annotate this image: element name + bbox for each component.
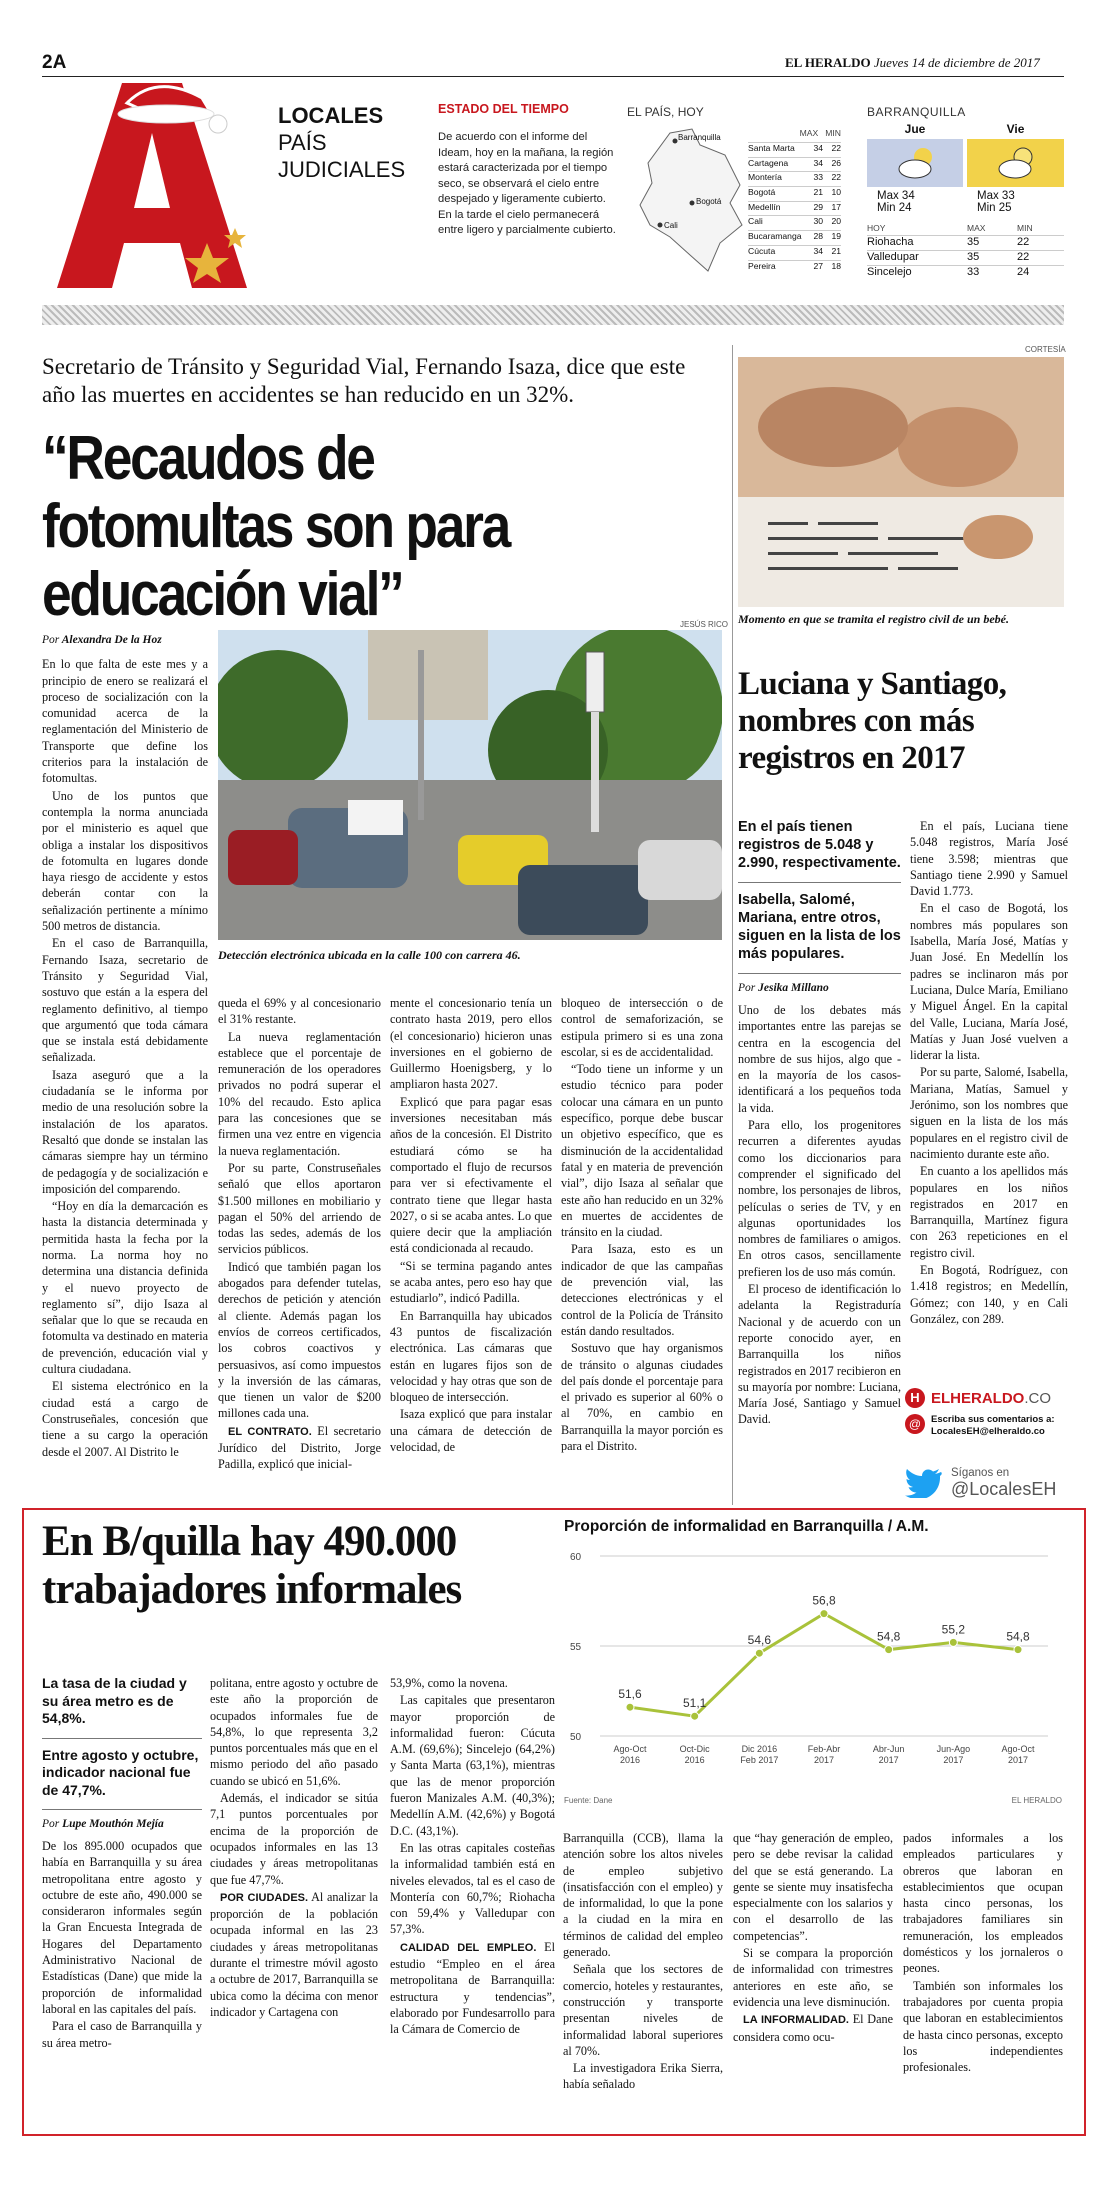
x-tick-label: 2016 (684, 1755, 705, 1765)
map-label-bogota: Bogotá (696, 197, 722, 206)
data-label: 54,8 (876, 1629, 901, 1644)
article2-column-1: En el país tienen registros de 5.048 y 2.990, respectivamente. Isabella, Salomé, Mariana, entre otros, siguen en la lista de los más populares. Por Jesika Millano Uno de los debates más importantes entre las parejas se centra en la escogencia del nombre de sus hijos, algo que -en la mayoría de los casos- identificará a los pequeños toda la vida. Para ello, los progenitores recurren a diferentes ayudas como los diccionarios para comprender el significado del nombre, los personajes de libros, películas o series de TV, y en algunas oportunidades los nombres de familiares o amigos. En otros casos, sencillamente prefieren los de uso más común. El proceso de identificación lo adelanta la Registraduría Nacional y de acuerdo con un reporte conocido ayer, en Barranquilla los niños registrados en 2017 recibieron en su mayoría por nombre: Luciana, María José, Santiago y Samuel David. (738, 819, 901, 1427)
data-point (691, 1712, 699, 1720)
day-max: Max 33 (977, 190, 1015, 202)
article3-headline: En B/quilla hay 490.000 trabajadores informales (42, 1518, 462, 1613)
data-point (949, 1638, 957, 1646)
weather-text: De acuerdo con el informe del Ideam, hoy en la mañana, la región estará caracterizada por el tiempo seco, se observará el cielo entre despejado y ligeramente cubierto. En la tarde el cielo permanecerá entre ligero y parcialmente cubierto. (438, 131, 616, 236)
article1-column-1: Por Alexandra De la Hoz En lo que falta de este mes y a principio de enero se realizará el proceso de socialización con la comunidad acerca de la reglamentación del Ministerio de Transporte que define los criterios para la instalación de fotomultas. Uno de los puntos que contempla la norma anunciada por el ministerio es aquel que obliga a instalar los dispositivos de fotomulta en lugares donde haya riesgo de accidente y estos deberán contar con la señalización pertinente a mínimo 500 metros de distancia. En el caso de Barranquilla, Fernando Isaza, secretario de Tránsito y Seguridad Vial, sostuvo que están a la espera del reglamento definitivo, al tiempo que argumentó que toda cámara que se instala está debidamente señalizada. Isaza aseguró que a la ciudadanía se le informa por medio de una resolución sobre la instalación de los aparatos. Resaltó que donde se instalan las cámaras siempre hay un término de pedagogía y de socialización e imposición del comparendo. “Hoy en día la demarcación es hasta la distancia determinada y permitida hasta la fecha por la norma. La norma hoy no determina una distancia definida y el nuevo proyecto de reglamento sí”, dijo Isaza al señalar que lo que se recauda en fotomulta va destinado en materia de prevención, educación vial y cultura ciudadana. El sistema electrónico en la ciudad está a cargo de Construseñales, concesión que tiene a su cargo la operación desde el 2007. Al Distrito le (42, 634, 208, 1459)
day-label: Jue (904, 122, 926, 136)
section-letter-logo (42, 78, 262, 293)
day-min: Min 25 (977, 202, 1012, 214)
data-label: 51,6 (618, 1687, 642, 1702)
article1-author: Alexandra De la Hoz (61, 634, 162, 646)
article2-byline: Por Jesika Millano (738, 982, 829, 994)
town-row: Riohacha 35 22 (867, 235, 1064, 250)
promo-box (905, 1388, 1068, 1438)
city-row: Cúcuta 34 21 (748, 245, 841, 260)
chart-source: Fuente: Dane (564, 1796, 613, 1805)
x-tick-label: Ago-Oct (1001, 1744, 1035, 1754)
section-locales: LOCALES (278, 103, 384, 128)
col-max-label: MAX (799, 128, 819, 138)
data-label: 54,6 (747, 1633, 772, 1648)
article1-column-4: bloqueo de intersección o de control de semaforización, se estipula primero si es una zona escolar, si es de accidentalidad. “Todo tiene un informe y un estudio técnico para poder colocar una cámara en un punto específico, porque debe buscar un objetivo específico, que es disminución de la accidentalidad fatal y en materia de prevención vial”, dijo Isaza al señalar que este año han reducido en un 32% en muertes de accidentes de tránsito en la ciudad. Para Isaza, esto es un indicador de que las campañas de prevención vial, las detecciones electrónicas y el control de la Policía de Tránsito están dando resultados. Sostuvo que hay organismos de tránsito o algunas ciudades del país donde el porcentaje para el privado es superior al 60% o al 70%, en cambio en Barranquilla la mayor porción es para el Distrito. (561, 996, 723, 1454)
article3-column-2: politana, entre agosto y octubre de este año la proporción de ocupados informales fue de 54,8%, lo que representa 3,2 puntos porcentuales más que en el mismo periodo del año pasado cuando se ubicó en 51,6%. Además, el indicador se sitúa 7,1 puntos porcentuales por encima de la proporción de ocupados informales en las 13 ciudades y áreas metropolitanas que fue 47,7%. POR CIUDADES. Al analizar la proporción de la población ocupada informal en las 23 ciudades y áreas metropolitanas durante el trimestre móvil agosto a octubre de 2017, Barranquilla se ubica como la décima con menor indicador y Cartagena con (210, 1676, 379, 2019)
page-number: 2A (42, 52, 67, 73)
article3-column-5: que “hay generación de empleo, pero se debe revisar la calidad del que se está generando. La gente se siente muy insatisfecha especialmente con los salarios y con el desarrollo de las competencias”. Si se compara la proporción de informalidad con trimestres anteriores en este año, se evidencia una leve disminución. LA INFORMALIDAD. El Dane considera como ocu- (733, 1831, 893, 2044)
partly-cloudy-icon (995, 145, 1039, 181)
colombia-map (630, 125, 750, 275)
country-title: EL PAÍS, HOY (627, 105, 704, 119)
chart-title: Proporción de informalidad en Barranquilla / A.M. (564, 1518, 929, 1535)
cities-table (748, 128, 841, 274)
x-tick-label: Dic 2016 (741, 1744, 778, 1754)
article1-kicker: Secretario de Tránsito y Seguridad Vial, Fernando Isaza, dice que este año las muertes en accidentes se han reducido en un 32%. (42, 354, 686, 407)
data-point (626, 1703, 634, 1711)
section-judiciales: JUDICIALES (278, 157, 406, 182)
x-tick-label: 2017 (813, 1755, 835, 1765)
article1-column-3: mente el concesionario tenía un contrato hasta 2019, pero ellos (el concesionario) hicieron unas inversiones en el gobierno de Guillermo Hoenigsberg, y lo ampliaron hasta 2027. Explicó que para pagar esas inversiones necesitaban más años de la concesión. El Distrito estudiará cómo se ha comportado el flujo de recursos para ver si efectivamente el contrato tiene que llegar hasta 2027, o si se acaba antes. Lo que quiere decir que la ampliación está condicionada al recaudo. “Si se termina pagando antes se acaba antes, pero eso hay que estudiarlo”, indicó Padilla. En Barranquilla hay ubicados 43 puntos de fiscalización electrónica. Las cámaras que están en lugares fijos son de velocidad y hay otras que son de bloqueo de intersección. Isaza explicó que para instalar una cámara de detección de velocidad, de (390, 996, 552, 1455)
city-row: Montería 33 22 (748, 171, 841, 186)
x-tick-label: Ago-Oct (613, 1744, 647, 1754)
section-list (278, 102, 405, 183)
article2-column-2: En el país, Luciana tiene 5.048 registros, María José tiene 3.598; mientras que Santiago tiene 2.990 y Samuel David 1.773. En el caso de Bogotá, los nombres más populares son Isabella, María José, Matías y Juan José. En Medellín los padres se inclinaron más por Luciana, Dulce María, Emiliano y Miguel Ángel. En la capital del Valle, Luciana, María José, Matías y Juan José vuelven a liderar la lista. Por su parte, Salomé, Isabella, Mariana, Matías, Samuel y Jerónimo, son los nombres que siguen en la lista de los más populares en el registro civil de nacimiento durante este año. En cuanto a los apellidos más populares en los niños registrados en 2017 en Barranquilla, Martínez figura con 263 repeticiones en el registro civil. En Bogotá, Rodríguez, con 1.418 registros; en Medellín, Gómez; con 140, y en Cali González, con 289. (910, 819, 1068, 1326)
y-tick-label: 50 (570, 1732, 582, 1743)
data-label: 51,1 (682, 1696, 707, 1711)
weather-title: ESTADO DEL TIEMPO (438, 102, 569, 116)
article1-column-2: queda el 69% y al concesionario el 31% restante. La nueva reglamentación establece que el porcentaje de remuneración de los operadores privados no podrá superar el 10% del recaudo. Esto aplica para las concesiones que se firmen una vez entre en vigencia la nueva reglamentación. Por su parte, Construseñales señaló que ellos aportaron $1.500 millones en mobiliario y pagan el 50% del arriendo de todas las sedes, además de los servicios públicos. Indicó que también pagan los abogados para defender tutelas, derechos de petición y atención al cliente. Además pagan los envíos de correos certificados, los cobros coactivos y persuasivos, así como impuestos y la inversión de las cámaras, que tienen un valor de $200 millones cada una. EL CONTRATO. El secretario Jurídico del Distrito, Jorge Padilla, explicó que inicial- (218, 996, 382, 1472)
weather-box (967, 139, 1064, 187)
x-tick-label: Feb-Abr (807, 1744, 841, 1754)
traffic-camera-photo (218, 630, 722, 940)
data-point (755, 1649, 763, 1657)
day-label: Vie (1006, 122, 1025, 136)
article3-column-4: Barranquilla (CCB), llama la atención sobre los altos niveles de empleo subjetivo (insatisfacción con el empleo) y de informalidad, lo que la pone a la ciudad en la mira en términos de calidad del empleo generado. Señala que los sectores de comercio, hoteles y restaurantes, construcción y transporte presentan niveles de informalidad laboral superiores al 70%. La investigadora Erika Sierra, había señalado (563, 1831, 723, 2092)
follow-text: Síganos en (951, 1467, 1010, 1479)
article2-sub2: Isabella, Salomé, Mariana, entre otros, siguen en la lista de los más populares. (738, 892, 901, 962)
subhead-ciudades: POR CIUDADES. (220, 1891, 309, 1904)
data-point (820, 1610, 828, 1618)
article2-author: Jesika Millano (758, 982, 829, 994)
city-row: Cali 30 20 (748, 215, 841, 230)
subhead-informalidad: LA INFORMALIDAD. (743, 2014, 849, 2027)
town-row: Sincelejo 33 24 (867, 265, 1064, 280)
col-max-label: MAX (967, 223, 986, 233)
article1-headline: “Recaudos de fotomultas son para educación vial” (42, 424, 510, 629)
section-pais: PAÍS (278, 130, 327, 155)
subhead-contrato: EL CONTRATO. (228, 1425, 312, 1438)
x-tick-label: 2017 (1007, 1755, 1029, 1765)
x-tick-label: Jun-Ago (936, 1744, 971, 1754)
y-tick-label: 55 (570, 1642, 582, 1653)
subhead-calidad: CALIDAD DEL EMPLEO. (400, 1941, 537, 1954)
article2-headline: Luciana y Santiago, nombres con más registros en 2017 (738, 666, 1007, 776)
data-label: 55,2 (941, 1622, 966, 1637)
twitter-handle: @LocalesEH (951, 1479, 1057, 1499)
article3-author: Lupe Mouthón Mejía (62, 1818, 164, 1830)
town-row: Valledupar 35 22 (867, 250, 1064, 265)
newspaper-name: EL HERALDO (785, 55, 871, 70)
x-tick-label: 2017 (878, 1755, 899, 1765)
col-min-label: MIN (825, 128, 841, 138)
forecast-day-2 (967, 122, 1064, 214)
heraldo-logo-icon: H (905, 1388, 925, 1408)
decorative-band (42, 305, 1064, 325)
article3-sub2: Entre agosto y octubre, indicador nacional fue de 47,7%. (42, 1746, 199, 1798)
col-min-label: MIN (1017, 223, 1033, 233)
camera-photo-credit: JESÚS RICO (680, 620, 729, 629)
weather-box (867, 139, 963, 187)
city-row: Bogotá 21 10 (748, 186, 841, 201)
article3-column-3: 53,9%, como la novena. Las capitales que presentaron mayor proporción de informalidad fueron: Cúcuta A.M. (69,6%); Sincelejo (64,2%) y Santa Marta (63,1%), mientras que las de menor proporción fueron Manizales A.M. (40,3%); Medellín A.M. (42,6%) y Bogotá D.C. (43,1%). En las otras capitales costeñas la informalidad también está en niveles elevados, tal es el caso de Montería con 60,7%; Riohacha con 59,4% y Valledupar con 57,3%. CALIDAD DEL EMPLEO. El estudio “Empleo en el área metropolitana de Barranquilla: estructura y tendencias”, elaborado por Fundesarrollo para la Cámara de Comercio de (390, 1676, 555, 2037)
baby-photo-credit: CORTESÍA (1025, 345, 1066, 354)
informality-chart (560, 1518, 1068, 1808)
partly-cloudy-icon (895, 145, 939, 181)
city-title: BARRANQUILLA (867, 105, 966, 119)
city-row: Cartagena 34 26 (748, 157, 841, 172)
forecast-day-1 (867, 122, 963, 214)
day-min: Min 24 (877, 202, 912, 214)
x-tick-label: 2017 (943, 1755, 964, 1765)
map-label-cali: Cali (664, 221, 678, 230)
at-sign-icon: @ (905, 1414, 925, 1434)
baby-caption: Momento en que se tramita el registro civil de un bebé. (738, 612, 1009, 626)
baby-registration-photo (738, 357, 1064, 607)
city-row: Santa Marta 34 22 (748, 142, 841, 157)
city-row: Pereira 27 18 (748, 260, 841, 275)
article2-sub1: En el país tienen registros de 5.048 y 2.990, respectivamente. (738, 819, 901, 871)
masthead-date (785, 55, 1040, 71)
comments-text: Escriba sus comentarios a: (931, 1414, 1055, 1425)
article3-column-1: La tasa de la ciudad y su área metro es de 54,8%. Entre agosto y octubre, indicador nacional fue de 47,7%. Por Lupe Mouthón Mejía De los 895.000 ocupados que había en Barranquilla y su área metropolitana entre agosto y octubre de este año, 490.000 se consideraron informales según la Gran Encuesta Integrada de Hogares del Departamento Administrativo Nacional de Estadísticas (Dane) que mide la proporción de informalidad laboral en las capitales del país. Para el caso de Barranquilla y su área metro- (42, 1675, 202, 2050)
y-tick-label: 60 (570, 1552, 582, 1563)
x-tick-label: Oct-Dic (679, 1744, 710, 1754)
line-chart-svg (560, 1536, 1068, 1811)
article3-byline: Por Lupe Mouthón Mejía (42, 1818, 164, 1830)
camera-caption: Detección electrónica ubicada en la calle 100 con carrera 46. (218, 948, 521, 962)
article3-sub1: La tasa de la ciudad y su área metro es de 54,8%. (42, 1675, 187, 1726)
article3-column-6: pados informales a los empleados particulares y obreros que laboran en establecimientos que ocupan hasta cinco personas, los trabajadores familiares sin remuneración, los empleados domésticos y los jornaleros o peones. También son informales los trabajadores por cuenta propia que laboran en establecimientos de hasta cinco personas, excepto los independientes profesionales. (903, 1831, 1063, 2075)
today-label: HOY (867, 223, 886, 233)
column-separator (732, 345, 733, 1505)
header-rule (42, 76, 1064, 77)
x-tick-label: Abr-Jun (872, 1744, 905, 1754)
towns-table (867, 223, 1064, 280)
comments-email[interactable]: LocalesEH@elheraldo.co (931, 1426, 1045, 1437)
twitter-bird-icon (905, 1468, 943, 1498)
city-row: Medellín 29 17 (748, 201, 841, 216)
article1-byline: Por Alexandra De la Hoz (42, 634, 162, 646)
x-tick-label: 2016 (619, 1755, 641, 1765)
date-text: Jueves 14 de diciembre de 2017 (873, 55, 1040, 70)
data-point (1014, 1646, 1022, 1654)
website-logo[interactable]: ELHERALDO.CO (931, 1389, 1052, 1407)
x-tick-label: Feb 2017 (740, 1755, 779, 1765)
data-point (885, 1646, 893, 1654)
data-label: 54,8 (1006, 1629, 1030, 1644)
map-label-barranquilla: Barranquilla (678, 133, 721, 142)
data-label: 56,8 (812, 1593, 836, 1608)
city-row: Bucaramanga 28 19 (748, 230, 841, 245)
twitter-follow[interactable] (905, 1467, 1070, 1499)
chart-credit: EL HERALDO (1011, 1796, 1062, 1805)
day-max: Max 34 (877, 190, 915, 202)
weather-panel (438, 102, 618, 239)
